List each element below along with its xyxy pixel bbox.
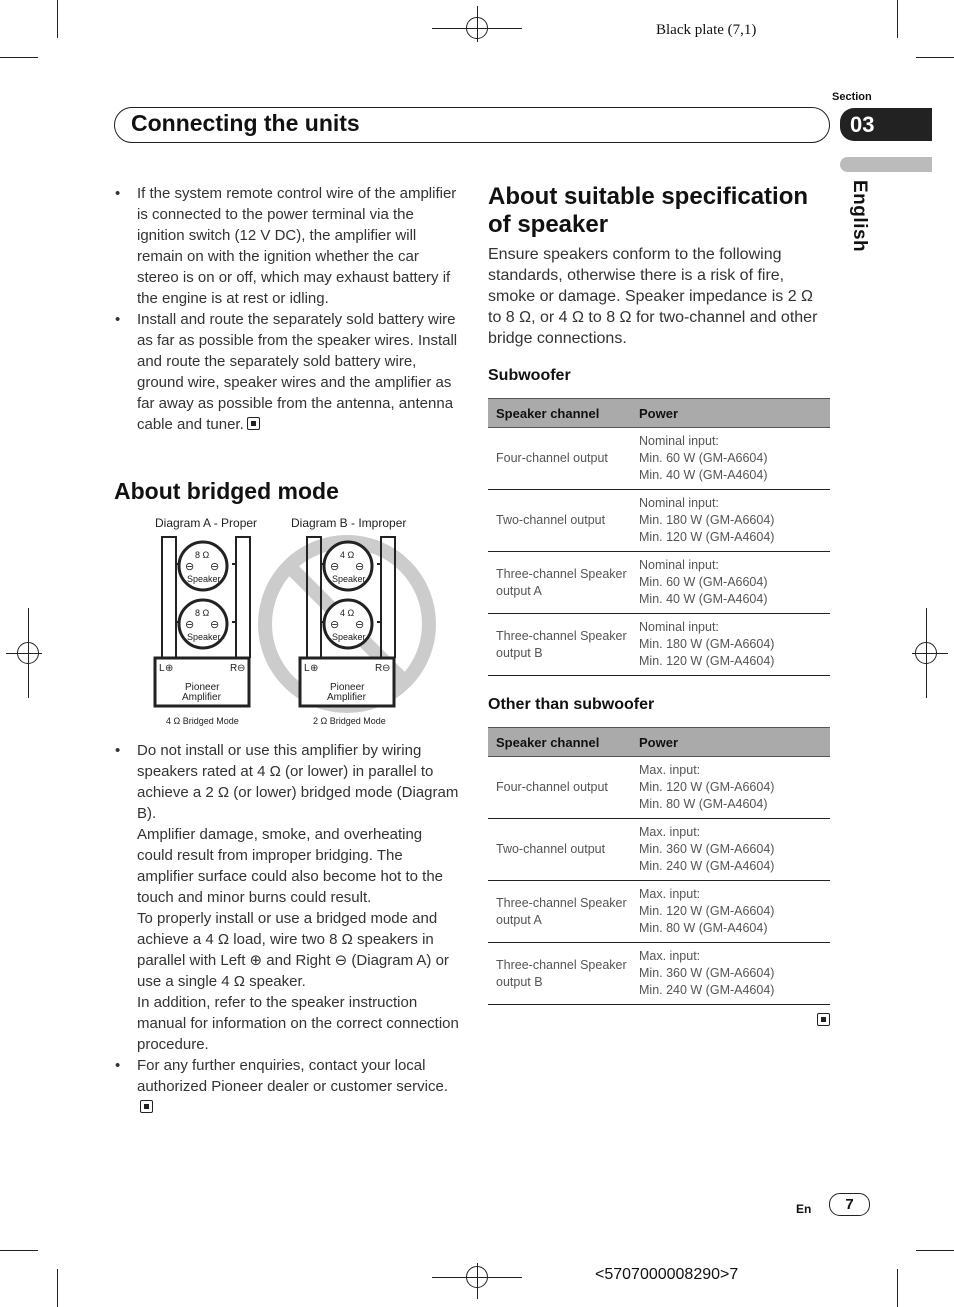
table-row: [488, 614, 830, 676]
diagram-b: [300, 537, 395, 706]
power-cell: [631, 819, 830, 881]
terminal-minus-icon: ⊖: [210, 619, 220, 631]
channel-cell: Four-channel output: [488, 428, 631, 490]
bullet-text: To properly install or use a bridged mode and achieve a 4 Ω load, wire two 8 Ω speakers in parallel with Left ⊕ and Right ⊖ (Diagram A) or use a single 4 Ω speaker.: [137, 910, 449, 990]
table-row: [488, 757, 830, 819]
power-line: Min. 360 W (GM-A6604): [639, 842, 775, 856]
channel-cell: Four-channel output: [488, 757, 631, 819]
power-line: Nominal input:: [639, 620, 719, 634]
subwoofer-table: [488, 398, 830, 676]
right-column: [488, 183, 830, 1005]
channel-cell: Two-channel output: [488, 819, 631, 881]
power-line: Min. 240 W (GM-A4604): [639, 859, 775, 873]
terminal-minus-icon: ⊖: [355, 619, 365, 631]
table-row: [488, 943, 830, 1005]
power-line: Min. 120 W (GM-A4604): [639, 530, 775, 544]
power-line: Min. 40 W (GM-A4604): [639, 592, 768, 606]
power-line: Min. 80 W (GM-A4604): [639, 797, 768, 811]
bullet-list: [114, 183, 459, 435]
crop-mark: [0, 57, 38, 58]
table-header-row: [488, 399, 830, 428]
registration-mark: [6, 653, 42, 654]
terminal-plus-icon: ⊕: [165, 663, 174, 674]
crop-mark: [57, 0, 58, 38]
channel-cell: Three-channel Speaker output A: [488, 552, 631, 614]
power-line: Min. 180 W (GM-A6604): [639, 637, 775, 651]
speaker-ohm-a: 8 Ω: [195, 550, 210, 560]
header-bar: [114, 107, 830, 143]
terminal-left-label: L: [159, 663, 165, 674]
end-mark-icon: [817, 1013, 830, 1026]
power-line: Nominal input:: [639, 496, 719, 510]
power-line: Min. 120 W (GM-A6604): [639, 780, 775, 794]
registration-mark: [28, 608, 29, 698]
amplifier-label: Pioneer: [185, 682, 220, 693]
power-line: Min. 240 W (GM-A4604): [639, 983, 775, 997]
speaker-label: Speaker: [332, 574, 366, 584]
power-cell: [631, 881, 830, 943]
table-row: [488, 490, 830, 552]
terminal-minus-icon: ⊖: [355, 561, 365, 573]
power-line: Max. input:: [639, 949, 701, 963]
registration-mark: [477, 6, 478, 42]
table-row: [488, 819, 830, 881]
crop-mark: [897, 1269, 898, 1307]
power-line: Min. 80 W (GM-A4604): [639, 921, 768, 935]
power-cell: [631, 943, 830, 1005]
power-line: Min. 120 W (GM-A4604): [639, 654, 775, 668]
other-speaker-table: [488, 727, 830, 1005]
speaker-label: Speaker: [187, 574, 221, 584]
diagram-b-title: Diagram B - Improper: [291, 516, 407, 530]
power-line: Min. 120 W (GM-A6604): [639, 904, 775, 918]
amplifier-label: Amplifier: [327, 692, 366, 703]
page-number: 7: [829, 1193, 870, 1216]
bullet-text: • Do not install or use this amplifier by wiring speakers rated at 4 Ω (or lower) in parallel to achieve a 2 Ω (or lower) bridged mode (Diagram B).: [137, 742, 459, 822]
crop-mark: [0, 1250, 38, 1251]
registration-mark: [926, 608, 927, 698]
terminal-minus-icon: ⊖: [237, 663, 246, 674]
terminal-minus-icon: ⊖: [382, 663, 391, 674]
bridged-mode-diagram: [150, 512, 440, 732]
terminal-minus-icon: ⊖: [185, 561, 195, 573]
terminal-minus-icon: ⊖: [330, 561, 340, 573]
terminal-minus-icon: ⊖: [185, 619, 195, 631]
terminal-right-label: R: [230, 663, 238, 674]
registration-mark: [912, 653, 948, 654]
bullet-text: For any further enquiries, contact your local authorized Pioneer dealer or customer service.: [137, 1057, 448, 1095]
diagram-b-mode: 2 Ω Bridged Mode: [313, 716, 386, 726]
diagram-a-mode: 4 Ω Bridged Mode: [166, 716, 239, 726]
speaker-ohm-a: 8 Ω: [195, 608, 210, 618]
power-cell: [631, 757, 830, 819]
crop-mark: [916, 1250, 954, 1251]
table-row: [488, 428, 830, 490]
column-header: Speaker channel: [488, 399, 631, 428]
section-number: 03: [840, 108, 932, 141]
column-header: Power: [631, 728, 830, 757]
power-line: Min. 60 W (GM-A6604): [639, 451, 768, 465]
power-cell: [631, 428, 830, 490]
power-line: Nominal input:: [639, 558, 719, 572]
bullet-text: If the system remote control wire of the amplifier is connected to the power terminal via the ignition switch (12 V DC), the amplifier will remain on with the ignition whether the car stereo is on or off, which may exhaust battery if the engine is at rest or idling.: [137, 185, 457, 307]
column-header: Speaker channel: [488, 728, 631, 757]
power-line: Max. input:: [639, 763, 701, 777]
power-line: Max. input:: [639, 887, 701, 901]
plate-label: Black plate (7,1): [656, 22, 757, 38]
terminal-left-label: L: [304, 663, 310, 674]
crop-mark: [897, 0, 898, 38]
section-tab: [840, 157, 932, 172]
language-label: English: [849, 180, 870, 253]
subwoofer-title: Subwoofer: [488, 367, 571, 384]
terminal-plus-icon: ⊕: [310, 663, 319, 674]
terminal-minus-icon: ⊖: [210, 561, 220, 573]
bullet-list: [114, 740, 459, 1118]
power-line: Nominal input:: [639, 434, 719, 448]
registration-mark: [477, 1263, 478, 1299]
power-line: Min. 180 W (GM-A6604): [639, 513, 775, 527]
column-header: Power: [631, 399, 830, 428]
list-item: [114, 1055, 459, 1118]
power-cell: [631, 552, 830, 614]
speaker-spec-intro: Ensure speakers conform to the following standards, otherwise there is a risk of fire, smoke or damage. Speaker impedance is 2 Ω to 8 Ω, or 4 Ω to 8 Ω for two-channel and other bridge connections.: [488, 246, 818, 347]
amplifier-label: Pioneer: [330, 682, 365, 693]
crop-mark: [57, 1269, 58, 1307]
bridged-mode-title: About bridged mode: [114, 478, 339, 504]
table-header-row: [488, 728, 830, 757]
diagram-a: [155, 537, 250, 706]
diagram-a-title: Diagram A - Proper: [155, 516, 258, 530]
footer-language: En: [796, 1202, 812, 1216]
list-item: [114, 740, 459, 1055]
power-line: Min. 40 W (GM-A4604): [639, 468, 768, 482]
power-line: Max. input:: [639, 825, 701, 839]
channel-cell: Three-channel Speaker output B: [488, 943, 631, 1005]
crop-mark: [916, 57, 954, 58]
page-title: Connecting the units: [131, 110, 360, 136]
channel-cell: Three-channel Speaker output B: [488, 614, 631, 676]
bullet-text: Amplifier damage, smoke, and overheating could result from improper bridging. The amplifier surface could also become hot to the touch and minor burns could result.: [137, 826, 443, 906]
end-mark-icon: [140, 1100, 153, 1113]
terminal-right-label: R: [375, 663, 383, 674]
power-cell: [631, 490, 830, 552]
table-row: [488, 881, 830, 943]
section-label: Section: [832, 91, 872, 103]
speaker-label: Speaker: [187, 632, 221, 642]
list-item: [114, 309, 459, 435]
channel-cell: Three-channel Speaker output A: [488, 881, 631, 943]
speaker-ohm-b: 4 Ω: [340, 608, 355, 618]
power-line: Min. 60 W (GM-A6604): [639, 575, 768, 589]
bullet-text: Install and route the separately sold battery wire as far as possible from the speaker wires. Install and route the separately sold battery wire, ground wire, speaker wires and the amplifier as far away as possible from the antenna, antenna cable and tuner.: [137, 311, 458, 433]
bullet-text: In addition, refer to the speaker instruction manual for information on the correct connection procedure.: [137, 994, 459, 1053]
end-mark-icon: [247, 417, 260, 430]
power-cell: [631, 614, 830, 676]
channel-cell: Two-channel output: [488, 490, 631, 552]
power-line: Min. 360 W (GM-A6604): [639, 966, 775, 980]
list-item: [114, 183, 459, 309]
terminal-minus-icon: ⊖: [330, 619, 340, 631]
other-than-subwoofer-title: Other than subwoofer: [488, 696, 655, 713]
left-column: [114, 183, 459, 435]
speaker-label: Speaker: [332, 632, 366, 642]
amplifier-label: Amplifier: [182, 692, 221, 703]
left-column-lower: [114, 740, 459, 1118]
speaker-spec-title: About suitable specification of speaker: [488, 183, 809, 238]
table-row: [488, 552, 830, 614]
document-code: <5707000008290>7: [595, 1266, 739, 1283]
speaker-ohm-b: 4 Ω: [340, 550, 355, 560]
